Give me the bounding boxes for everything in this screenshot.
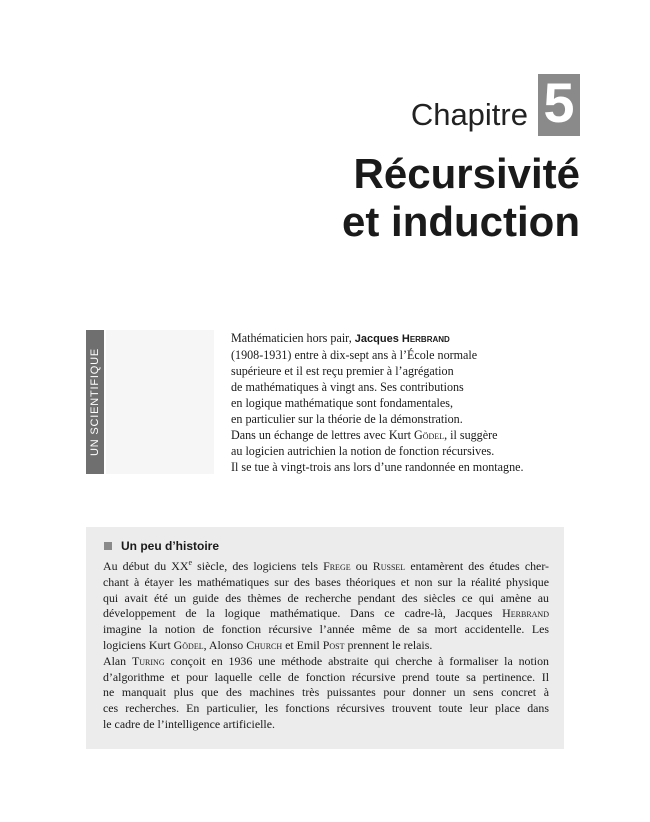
history-heading: Un peu d’histoire — [104, 539, 219, 553]
chapter-number: 5 — [538, 74, 580, 136]
bio-line: de mathématiques à vingt ans. Ses contributions — [231, 380, 464, 394]
chapter-header — [410, 71, 580, 136]
scientist-portrait — [106, 330, 214, 474]
side-tab-label: UN SCIENTIFIQUE — [89, 348, 101, 456]
bio-line: supérieure et il est reçu premier à l’agrégation — [231, 364, 454, 378]
history-text — [103, 559, 549, 733]
scientist-bio — [231, 330, 571, 475]
history-line: chant à étayer les mathématiques sur des bases théoriques et non sur la réalité physique — [103, 574, 549, 589]
bio-line: en particulier sur la théorie de la démonstration. — [231, 412, 463, 426]
history-line: imagine la notion de fonction récursive l’année même de sa mort accidentelle. Les — [103, 622, 549, 637]
history-box — [86, 527, 564, 749]
history-line: ces recherches. En particulier, les fonctions récursives trouvent toute leur place dans — [103, 701, 549, 716]
bio-line: au logicien autrichien la notion de fonction récursives. — [231, 444, 495, 458]
bio-line: (1908-1931) entre à dix-sept ans à l’École normale — [231, 348, 478, 362]
history-line: d’algorithme et pour laquelle celle de fonction récursive prend toute sa pertinence. Il — [103, 669, 549, 684]
history-line: développement de la logique mathématique. Dans ce cadre-là, Jacques Herbrand — [103, 606, 549, 621]
chapter-title-line2: et induction — [342, 198, 580, 245]
square-bullet-icon — [104, 542, 112, 550]
history-line: logiciens Kurt Gödel, Alonso Church et Emil Post prennent le relais. — [103, 637, 433, 652]
scientist-name: Jacques Herbrand — [354, 333, 450, 345]
chapter-label: Chapitre — [410, 97, 528, 132]
bio-line: Dans un échange de lettres avec Kurt Gödel, il suggère — [231, 428, 498, 442]
history-line: qui avait été un guide des thèmes de recherche pendant des siècles ce qui amène au — [103, 590, 549, 605]
bio-line: Mathématicien hors pair, Jacques Herbrand — [231, 331, 450, 345]
bio-line: Il se tue à vingt-trois ans lors d’une randonnée en montagne. — [231, 460, 524, 474]
history-line: ne manquait plus que des machines très puissantes pour donner un sens concret à — [103, 685, 549, 700]
bio-line: en logique mathématique sont fondamentales, — [231, 396, 453, 410]
history-line: le cadre de l’intelligence artificielle. — [103, 716, 275, 731]
chapter-title — [342, 150, 580, 246]
chapter-title-line1: Récursivité — [353, 150, 580, 197]
history-line: Au début du XXe siècle, des logiciens tels Frege ou Russel entamèrent des études cher- — [103, 558, 550, 573]
history-line: Alan Turing conçoit en 1936 une méthode abstraite qui cherche à formaliser la notion — [103, 653, 550, 668]
scientist-side-tab — [86, 330, 104, 474]
